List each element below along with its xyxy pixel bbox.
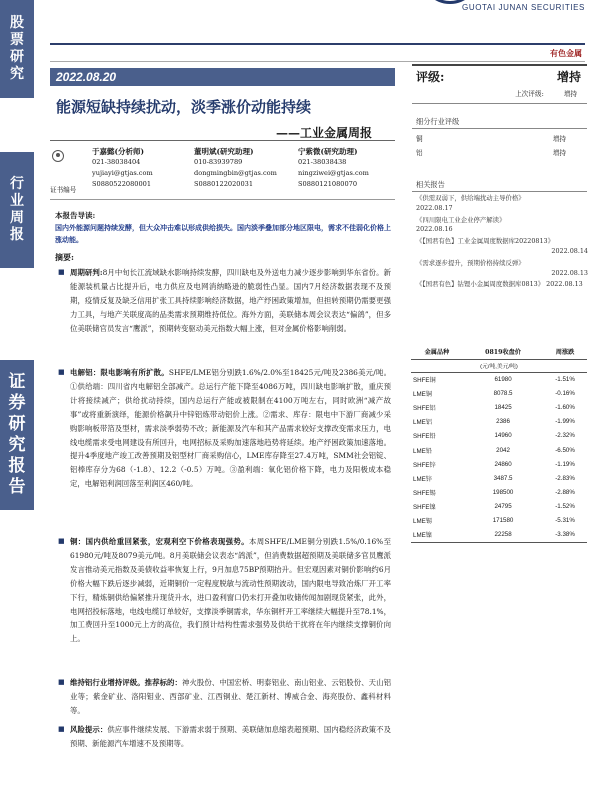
- side-char: 行: [10, 176, 24, 192]
- cell-change: -1.19%: [555, 460, 575, 468]
- related-report-date: 2022.08.16: [416, 225, 453, 234]
- title-divider: [50, 140, 395, 141]
- summary-bullet: [58, 676, 391, 718]
- bullet-text: 供应事件继续发展、下游需求弱于预期、美联储加息缩表超预期、国内稳经济政策不及预期、新能源汽车增速不及预期等。: [70, 725, 391, 748]
- side-char: 究: [8, 435, 26, 455]
- cell-close: 24860: [494, 460, 512, 468]
- analyst-card: [298, 146, 369, 190]
- column-header-change: 周涨跌: [543, 345, 587, 359]
- sub-industry-name: 铝: [416, 149, 423, 157]
- prev-rating-value: 增持: [563, 90, 577, 98]
- bullet-heading: 周期研判:: [70, 268, 103, 277]
- related-report-link[interactable]: [416, 237, 588, 257]
- related-report-date: 2022.08.17: [416, 203, 453, 212]
- analyst-phone: 021-38038438: [298, 158, 347, 166]
- cell-close: 24795: [494, 503, 512, 511]
- sub-industry-name: 铜: [416, 135, 423, 143]
- table-row: [411, 486, 587, 500]
- rating-block: [412, 66, 587, 98]
- table-row: [411, 372, 587, 386]
- related-report-title[interactable]: 《【国君有色】工业金属周度数据库20220813》: [416, 237, 554, 246]
- cell-close: 198500: [492, 489, 514, 497]
- related-report-link[interactable]: [416, 280, 588, 290]
- side-char: 业: [10, 193, 24, 209]
- guide-heading: 本报告导读:: [55, 211, 96, 220]
- cell-change: -1.52%: [555, 503, 575, 511]
- cell-change: -6.50%: [555, 446, 575, 454]
- table-row: [411, 429, 587, 443]
- cell-change: -0.16%: [555, 389, 575, 397]
- related-reports-list: [416, 194, 588, 292]
- industry-category: 有色金属: [550, 48, 582, 58]
- related-report-link[interactable]: [416, 216, 588, 236]
- column-header-close: 0819收盘价: [463, 345, 543, 359]
- side-char: 股: [10, 15, 24, 31]
- related-report-date: 2022.08.14: [551, 246, 588, 255]
- side-char: 报: [8, 456, 26, 476]
- related-report-link[interactable]: [416, 194, 588, 214]
- related-report-title[interactable]: 《供需双弱下，供给端扰动主导价格》: [416, 194, 525, 202]
- header-rule: [50, 43, 585, 45]
- cell-close: 3487.5: [493, 474, 513, 482]
- analyst-name: 宁紫微(研究助理): [298, 147, 358, 156]
- cell-metal: SHFE锡: [413, 490, 436, 498]
- cell-metal: LME铅: [413, 447, 432, 455]
- cell-metal: SHFE铝: [413, 404, 436, 412]
- cell-change: -1.99%: [555, 418, 575, 426]
- related-report-title[interactable]: 《四川限电工业企业停产解读》: [416, 215, 506, 224]
- cell-close: 22258: [463, 528, 543, 542]
- bullet-text: 8月中旬长江流域缺水影响持续发酵，四川缺电及外送电力减少逐步影响到华东省份。新能源装机量占比提升后，电力供应及电网消纳略逊的脆弱性凸显。国内7月经济数据表现不及预期，疫情反复及缺乏信用扩张工具持续影响经济数据，地产纾困政策增加，但担转预期仍需要更强力工具，与地产关联度高的品类需求预期维持低位。海外方面，美联储本周会议表达“偏鸽”，但多位美联储官员发言“鹰派”，预期转变驱动美元指数大幅上涨，但对金属价格影响削弱。: [70, 268, 391, 333]
- cell-metal: LME铜: [413, 390, 432, 398]
- column-header-metal: 金属品种: [411, 345, 463, 359]
- company-name-en: GUOTAI JUNAN SECURITIES: [462, 3, 585, 12]
- cell-metal: LME锌: [413, 475, 432, 483]
- sub-industry-rating: 增持: [552, 149, 566, 157]
- guide-text: 国内外能源问题持续发酵，但大众冲击难以形成供给损失。国内淡季叠加部分地区限电，需求不佳弱化价格上涨动能。: [55, 223, 391, 244]
- analyst-email[interactable]: ningziwei@gtjas.com: [298, 169, 369, 177]
- cell-close: 2042: [496, 446, 510, 454]
- unit-row: [411, 359, 587, 372]
- cell-metal: SHFE锌: [413, 461, 436, 469]
- related-reports-rule: [412, 191, 587, 192]
- sub-industry-row: [416, 133, 566, 143]
- side-label-stock-research: [0, 0, 34, 98]
- bullet-heading: 风险提示：: [70, 725, 108, 734]
- analyst-card: [92, 146, 153, 190]
- related-report-date: 2022.08.13: [551, 268, 588, 277]
- cell-metal: SHFE铜: [413, 376, 436, 384]
- related-report-title[interactable]: 《需求逐步提升，预期价格持续反弹》: [416, 258, 525, 267]
- summary-bullet: [58, 535, 391, 646]
- table-header-row: [411, 345, 587, 359]
- cell-metal: SHFE铅: [413, 433, 436, 441]
- bullet-heading: 维持铝行业增持评级。推荐标的：: [70, 678, 182, 687]
- analyst-name: 于嘉懿(分析师): [92, 147, 145, 156]
- side-band: [0, 0, 34, 800]
- summary-heading: 摘要:: [55, 252, 74, 262]
- summary-bullet: [58, 266, 391, 336]
- table-row: [411, 471, 587, 485]
- bullet-heading: 电解铝：限电影响有所扩散。: [70, 368, 169, 377]
- bullet-text: SHFE/LME铝分别跌1.6%/2.0%至18425元/吨及2386美元/吨。①供给端：四川省内电解铝全部减产。总运行产能下降至4086万吨，四川缺电影响扩散，重庆预计将接续减产；供给扰动持续，国内总运行产能或被限制在4100万吨左右，同时欧洲“减产故事”或将重新演绎，能源价格飙升中锌铝炼带动铝价上涨。②需求、库存：限电中下游厂商减少采购影响板带箔及型材，需求淡季弱势不改；新能源及汽车和其产品需求较好支撑改变需求压力，电线电缆需求受电网建设有所回升，电网招标及采购加速落地趋势将延续。地产纾困政策加速落地。提升4季度地产竣工改善预期及铝型材厂商采购信心，LME库存降至27.4万吨，SMM社会铝锭、铝棒库存分为68（-1.8）、12.2（-0.5）万吨。③盈利端：氧化铝价格下降，电力及阳极成本稳定，电解铝利润回落至利润区460/吨。: [70, 368, 391, 489]
- side-char: 报: [10, 227, 24, 243]
- cell-change: -3.38%: [543, 528, 587, 542]
- report-subtitle: ——工业金属周报: [276, 126, 373, 140]
- side-char: 票: [10, 32, 24, 48]
- side-char: 证: [8, 372, 26, 392]
- cell-change: -1.51%: [555, 375, 575, 383]
- cell-close: 61980: [494, 375, 512, 383]
- cell-change: -5.31%: [555, 517, 575, 525]
- cell-metal: LME镍: [411, 528, 463, 542]
- rating-label: 评级:: [416, 70, 445, 84]
- analyst-divider: [50, 199, 395, 200]
- summary-bullet: [58, 366, 391, 491]
- side-char: 研: [10, 49, 24, 65]
- related-report-title[interactable]: 《【国君有色】钴锂小金属周度数据库0813》: [416, 280, 545, 289]
- bullet-text: 神火股份、中国宏桥、明泰铝业、南山铝业、云铝股份、天山铝业等；紫金矿业、洛阳钼业、西部矿业、江西铜业、楚江新材、博威合金、海亮股份、鑫科材料等。: [70, 678, 391, 715]
- table-row: [411, 415, 587, 429]
- analyst-cert: S0880122020031: [194, 180, 254, 188]
- analyst-email[interactable]: yujiayi@gtjas.com: [92, 169, 153, 177]
- analyst-email[interactable]: dongmingbin@gtjas.com: [194, 169, 277, 177]
- cell-metal: LME锡: [413, 518, 432, 526]
- sub-industry-rating: 增持: [552, 135, 566, 143]
- side-label-securities-report: [0, 360, 34, 510]
- sub-industry-row: [416, 147, 566, 157]
- related-report-date: 2022.08.13: [546, 280, 583, 289]
- table-row: [411, 514, 587, 528]
- analyst-card: [194, 146, 277, 190]
- table-row: [411, 386, 587, 400]
- related-reports-heading: 相关报告: [416, 180, 445, 189]
- table-row: [411, 457, 587, 471]
- side-char: 周: [10, 210, 24, 226]
- sub-industry-rule: [412, 128, 587, 129]
- analyst-cert: S0880522080001: [92, 180, 152, 188]
- rating-value: 增持: [556, 70, 581, 84]
- analyst-name: 董明斌(研究助理): [194, 147, 254, 156]
- report-title: 能源短缺持续扰动，淡季涨价动能持续: [56, 98, 312, 116]
- analyst-person-icon: [52, 150, 64, 162]
- analyst-phone: 010-83939789: [194, 158, 243, 166]
- bullet-heading: 铜：国内供给重回紧张，宏观利空下价格表现强势。: [70, 537, 249, 546]
- cell-close: 18425: [494, 403, 512, 411]
- cell-close: 14960: [494, 432, 512, 440]
- cell-close: 171580: [492, 517, 514, 525]
- summary-bullet: [58, 723, 391, 751]
- prev-rating-label: 上次评级:: [515, 90, 544, 98]
- cert-number-label: 证书编号: [50, 186, 77, 194]
- side-char: 究: [10, 66, 24, 82]
- cell-change: -1.60%: [555, 403, 575, 411]
- analyst-cert: S0880121080070: [298, 180, 358, 188]
- sub-industry-heading: 细分行业评级: [416, 117, 460, 126]
- cell-close: 8078.5: [493, 389, 513, 397]
- cell-change: -2.83%: [555, 474, 575, 482]
- side-char: 研: [8, 414, 26, 434]
- table-row: [411, 528, 587, 542]
- table-row: [411, 443, 587, 457]
- rating-bottom-rule: [412, 103, 587, 104]
- bullet-text: 本周SHFE/LME铜分别跌1.5%/0.16%至61980元/吨及8079美元/吨。8月美联储会议表态“鸽派”，但消费数据超预期及美联储多官员鹰派发言推动美元指数及美债收益率恢复上行，9月加息75BP预期抬升。但宏观因素对铜价影响约6月价格大幅下跌后逐步减弱，近期铜价一定程度脱敏与流动性预期波动，国内限电导致冶炼厂开工率下行，精炼铜供给偏紧推升现货升水，进口盈利窗口仍未打开叠加收储传闻加剧现货紧张，此外，电网招投标落地，电线电缆订单较好，支撑淡季铜需求，华东铜杆开工率继续大幅提升至78.1%，加工费回升至1000元上方的高位，我们预计结构性需求强势及供给干扰将在年内继续支撑铜价向上。: [70, 537, 391, 644]
- unit-label: (元/吨,美元/吨): [411, 359, 587, 372]
- metal-price-table: [411, 345, 587, 543]
- cell-change: -2.32%: [555, 432, 575, 440]
- cell-metal: LME铝: [413, 419, 432, 427]
- cell-change: -2.88%: [555, 489, 575, 497]
- header-divider: [50, 61, 585, 62]
- side-label-industry-weekly: [0, 152, 34, 268]
- side-char: 券: [8, 393, 26, 413]
- table-row: [411, 500, 587, 514]
- side-char: 告: [8, 477, 26, 497]
- related-report-link[interactable]: [416, 259, 588, 279]
- cell-close: 2386: [496, 418, 510, 426]
- analyst-phone: 021-38038404: [92, 158, 141, 166]
- report-date: 2022.08.20: [50, 68, 395, 86]
- table-row: [411, 400, 587, 414]
- cell-metal: SHFE镍: [413, 504, 436, 512]
